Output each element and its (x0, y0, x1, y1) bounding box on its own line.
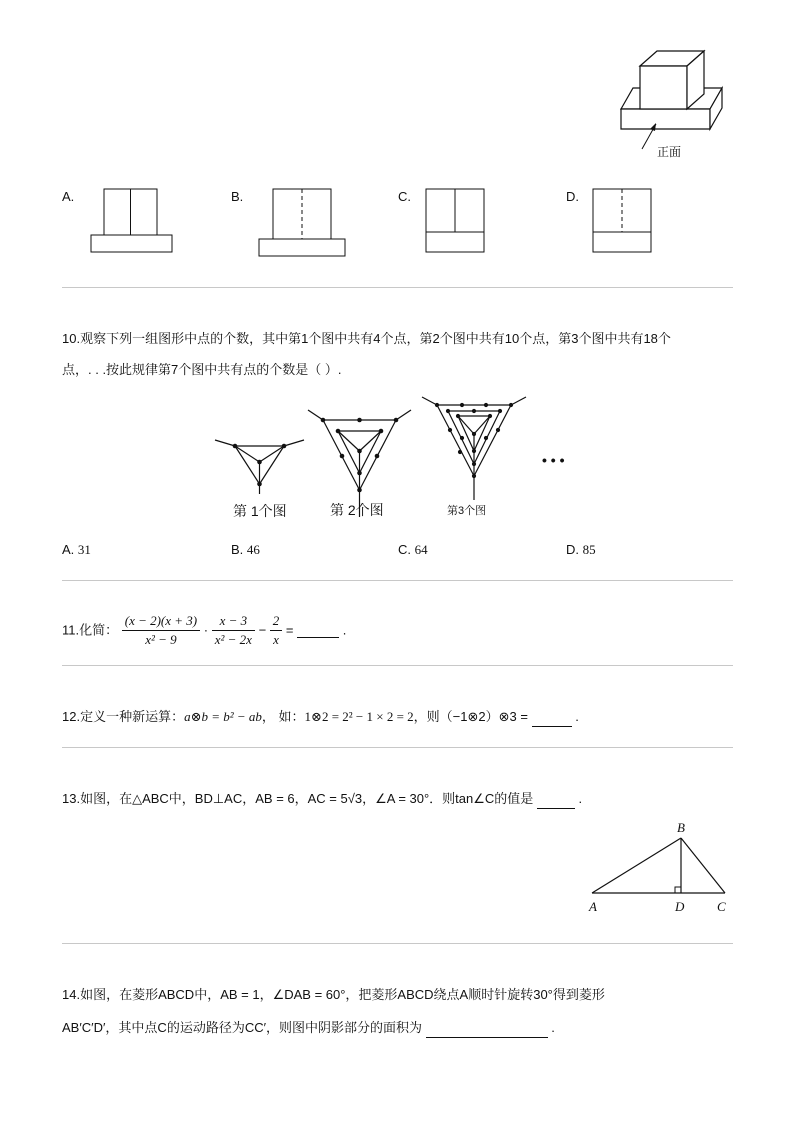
q9-option-b-label[interactable]: B. (231, 189, 244, 204)
q14-end: . (551, 1020, 555, 1035)
q9-option-a-figure (90, 188, 175, 254)
q11-fraction-1: $\frac{(x - 2)(x + 3)}{\text{x² − 9}}$ (122, 612, 200, 649)
divider-q12 (62, 747, 733, 748)
divider-q13 (62, 943, 733, 944)
q14-text-line2 (62, 1018, 555, 1038)
q13-end: . (578, 791, 583, 806)
q10-ellipsis: • • • (542, 452, 565, 468)
q10-fig3-label: 第3个图 (447, 505, 487, 517)
divider-q11 (62, 665, 733, 666)
q11-dot: · (203, 622, 209, 638)
q12-prefix: 12.定义一种新运算： (62, 709, 185, 724)
q10-option-c-value: 64 (414, 542, 428, 557)
q9-option-b-figure (258, 188, 348, 258)
q11-answer-blank[interactable] (297, 623, 339, 638)
q10-option-d-value: 85 (582, 542, 596, 557)
q10-option-c[interactable] (398, 540, 428, 560)
q13-triangle-figure (585, 818, 735, 916)
q12-definition: a⊗b = b² − ab (184, 709, 262, 724)
q10-option-d-letter: D. (566, 542, 579, 557)
q9-option-c-label[interactable]: C. (398, 189, 411, 204)
q10-option-b-value: 46 (246, 542, 260, 557)
q12-ask: ，则（−1⊗2）⊗3 = (413, 709, 528, 724)
q14-question: AB′C′D′，其中点C的运动路径为CC′，则图中阴影部分的面积为 (62, 1020, 423, 1035)
q10-option-a[interactable] (62, 540, 91, 560)
q10-figure-3 (420, 394, 530, 502)
q11-end: . (342, 622, 347, 638)
q13-text (62, 789, 582, 809)
q10-figure-1 (213, 436, 308, 496)
q9-option-c-figure (425, 188, 487, 254)
divider-q10 (62, 580, 733, 581)
q10-option-c-letter: C. (398, 542, 411, 557)
q12-answer-blank[interactable] (532, 712, 572, 727)
q11-equals: = (285, 622, 294, 638)
q10-option-b-letter: B. (231, 542, 244, 557)
q13-answer-blank[interactable] (537, 794, 575, 809)
q11-minus: − (258, 622, 267, 638)
q14-text-line1: 14.如图，在菱形ABCD中，AB = 1，∠DAB = 60°，把菱形ABCD绕点A顺时针旋转30°得到菱形 (62, 987, 605, 1002)
q12-example: 1⊗2 = 2² − 1 × 2 = 2 (304, 709, 414, 724)
q12-text (62, 707, 579, 727)
q14-answer-blank[interactable] (426, 1023, 548, 1038)
q10-option-d[interactable] (566, 540, 596, 560)
front-view-label: 正面 (657, 145, 682, 159)
q9-option-d-figure (592, 188, 654, 254)
q10-fig1-label: 第 1个图 (233, 503, 287, 519)
q10-fig2-label: 第 2个图 (330, 502, 384, 518)
q13-label-a: A (589, 899, 597, 914)
q11-fraction-3: $\frac{2}{x}$ (270, 612, 283, 649)
q13-question: 13.如图，在△ABC中，BD⊥AC，AB = 6，AC = 5√3，∠A = 30°．则tan∠C的值是 (62, 791, 534, 806)
q13-label-c: C (717, 899, 726, 914)
q12-end: . (575, 709, 579, 724)
q11-fraction-2: $\frac{x - 3}{\text{x² − 2x}}$ (212, 612, 255, 649)
q11-expression (62, 612, 346, 649)
q9-3d-figure (615, 45, 730, 165)
q10-option-a-letter: A. (62, 542, 75, 557)
q11-prefix: 11.化简： (62, 622, 119, 638)
q9-option-a-label[interactable]: A. (62, 189, 75, 204)
q10-option-a-value: 31 (77, 542, 91, 557)
q9-option-d-label[interactable]: D. (566, 189, 579, 204)
q13-label-b: B (677, 820, 685, 835)
divider-q9 (62, 287, 733, 288)
q10-option-b[interactable] (231, 540, 260, 560)
q10-text-line1: 10.观察下列一组图形中点的个数，其中第1个图中共有4个点，第2个图中共有10个点，第3个图中共有18个 (62, 331, 671, 346)
q13-label-d: D (675, 899, 685, 914)
q12-mid: ， 如： (261, 709, 305, 724)
q10-text-line2: 点，. . .按此规律第7个图中共有点的个数是（ ）. (62, 362, 342, 377)
